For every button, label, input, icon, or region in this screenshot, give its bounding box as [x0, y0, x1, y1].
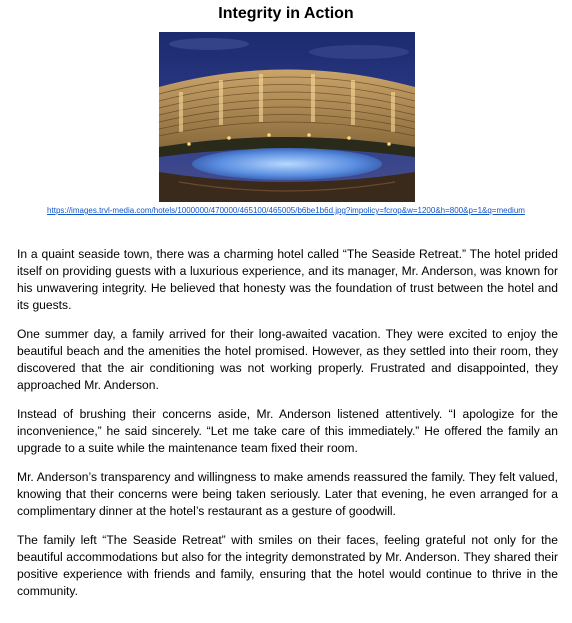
paragraph: Instead of brushing their concerns aside, Mr. Anderson listened attentively. “I apologize for the inconvenience,” he said sincerely. “Let me take care of this immediately.” He offered the family an upgrade to a suite while the maintenance team fixed their room. [17, 407, 558, 455]
document-title: Integrity in Action [218, 5, 354, 22]
paragraph: In a quaint seaside town, there was a charming hotel called “The Seaside Retreat.” The hotel prided itself on providing guests with a luxurious experience, and its manager, Mr. Anderson, was known for his unwavering integrity. He believed that honesty was the foundation of trust between the hotel and its guests. [17, 247, 558, 312]
paragraph: One summer day, a family arrived for their long-awaited vacation. They were excited to enjoy the beautiful beach and the amenities the hotel promised. However, as they settled into their room, they discovered that the air conditioning was not working properly. Frustrated and disappointed, they approached Mr. Anderson. [17, 327, 558, 392]
paragraph: The family left “The Seaside Retreat” with smiles on their faces, feeling grateful not only for the beautiful accommodations but also for the integrity demonstrated by Mr. Anderson. They shared their positive experience with friends and family, ensuring that the hotel would continue to thrive in the community. [17, 533, 558, 598]
story-body [17, 246, 558, 612]
image-source-link[interactable]: https://images.trvl-media.com/hotels/1000000/470000/465100/465005/b6be1b6d.jpg?impolicy=fcrop&w=1200&h=800&p=1&q=medium [47, 206, 525, 215]
hotel-photo [159, 32, 415, 202]
paragraph: Mr. Anderson’s transparency and willingness to make amends reassured the family. They felt valued, knowing that their concerns were being taken seriously. Later that evening, he even arranged for a complimentary dinner at the hotel’s restaurant as a gesture of goodwill. [17, 470, 558, 518]
